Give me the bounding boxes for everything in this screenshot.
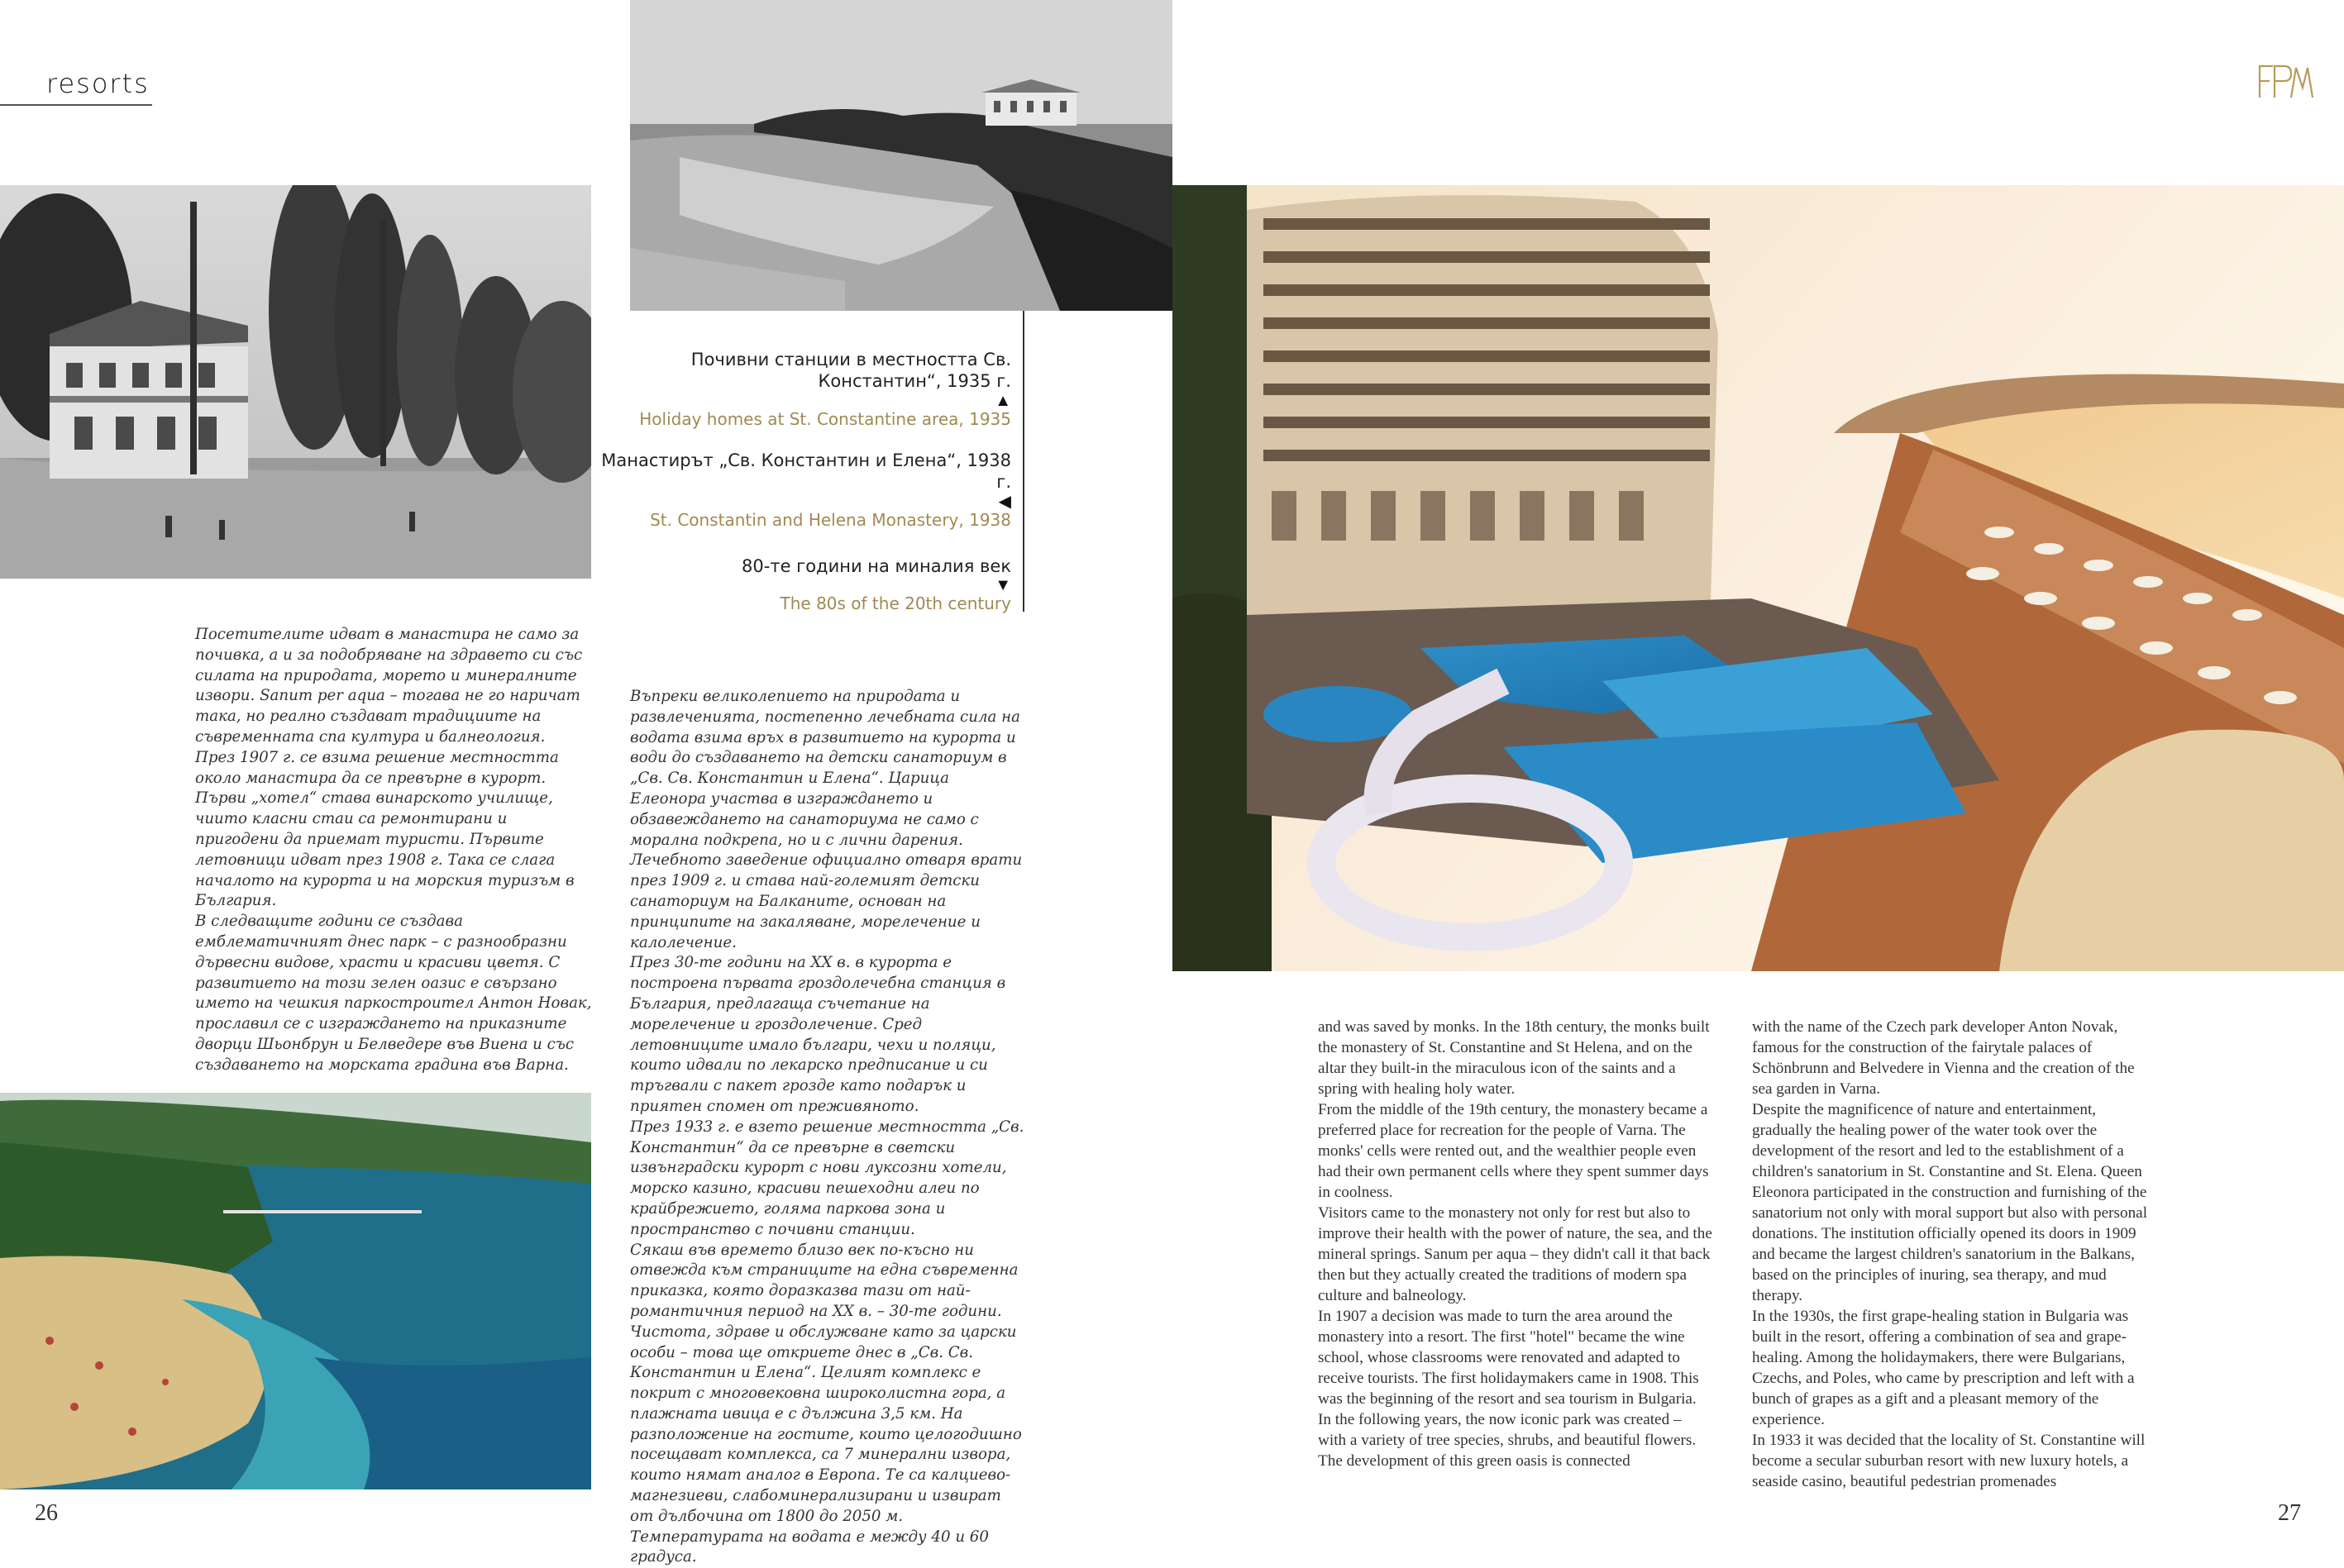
photo-beach-1980s: [0, 1093, 591, 1489]
section-label: resorts: [46, 68, 150, 99]
caption-1-bg: Почивни станции в местността Св. Константин“, 1935 г.: [690, 350, 1011, 392]
photo-holiday-homes-1935: [0, 185, 591, 579]
caption-1-en: Holiday homes at St. Constantine area, 1935: [639, 408, 1011, 429]
caption-2-en: St. Constantin and Helena Monastery, 1938: [650, 509, 1011, 530]
caption-arrow-up-icon: ▲: [995, 391, 1011, 410]
page-number-right: 27: [2278, 1500, 2301, 1526]
caption-arrow-down-icon: ▼: [995, 576, 1011, 595]
caption-1: [581, 349, 1011, 429]
section-rule: [0, 104, 152, 106]
paragraph: През 1907 г. се взима решение местността около манастира да се превърне в курорт. Първи „хотел“ става винарското училище, чиито класни стаи са ремонтирани и пригодени да приемат туристи. Първите летовници идват през 1908 г. Така се слага началото на курорта и на морския туризъм в България.: [195, 748, 575, 910]
paragraph: Сякаш във времето близо век по-късно ни отвежда към страниците на една съвременна приказка, която доразказва тази от най-романтичния период на XX в. – 30-те години.: [630, 1241, 1019, 1320]
paragraph: В следващите години се създава емблематичният днес парк – с разнообразни дървесни видове, храсти и красиви цветя. С развитието на този зелен оазис е свързано името на чешкия паркостроител Антон Новак, прославил се с изграждането на приказните дворци Шьонбрун и Белведере във Виена и със създаването на морската градина във Варна.: [195, 913, 592, 1074]
paragraph: През 30-те години на XX в. в курорта е построена първата гроздолечебна станция в България, предлагаща съчетание на морелечение и гроздолечение. Сред летовниците имало българи, чехи и поляци, които идвали по лекарско предписание и си тръгвали с пакет грозде като подарък и приятен спомен от преживяното.: [630, 954, 1006, 1115]
caption-2-bg: Манастирът „Св. Константин и Елена“, 1938 г.: [601, 450, 1011, 493]
page-number-left: 26: [35, 1500, 58, 1526]
caption-3-bg: 80-те години на миналия век: [742, 556, 1011, 576]
paragraph: Чистота, здраве и обслужване като за царски особи – това ще откриете днес в „Св. Св. Константин и Елена“. Целият комплекс е покрит с многовековна широколистна гора, а плажната ивица е с дължина 3,5 км. На разположение на гостите, които целогодишно посещават комплекса, са 7 минерални извора, които нямат аналог в Европа. Те са калциево-магнезиеви, слабоминерализирани и извират от дълбочина от 1800 до 2050 м. Температурата на водата е между 40 и 60 градуса.: [630, 1323, 1022, 1566]
paragraph: In 1933 it was decided that the locality of St. Constantine will become a secular suburban resort with new luxury hotels, a seaside casino, beautiful pedestrian promenades: [1752, 1432, 2146, 1490]
photo-hotel-sunset: [1172, 185, 2344, 971]
paragraph: Посетителите идват в манастира не само за почивка, а и за подобряване на здравето си със силата на природата, морето и минералните извори. Sanum per aqua – тогава не го наричат така, но реално създават традициите на съвременната спа култура и балнеология.: [195, 626, 583, 746]
caption-rule: [1023, 311, 1024, 612]
magazine-logo-icon: [2255, 60, 2314, 102]
column-3-en: [1318, 1017, 1713, 1471]
caption-arrow-left-icon: ◀: [998, 492, 1011, 511]
paragraph: Въпреки великолепието на природата и развлеченията, постепенно лечебната сила на водата взима връх в развитието на курорта и води до създаването на детски санаториум в „Св. Св. Константин и Елена“. Царица Елеонора участва в изграждането и обзавеждането на санаториума не само с морална подкрепа, но и с лични дарения. Лечебното заведение официално отваря врати през 1909 г. и става най-големият детски санаториум на Балканите, основан на принципите на закаляване, морелечение и калолечение.: [630, 688, 1023, 951]
caption-2: [581, 450, 1011, 530]
paragraph: In the 1930s, the first grape-healing station in Bulgaria was built in the resort, offering a combination of sea and grape-healing. Among the holidaymakers, there were Bulgarians, Czechs, and Poles, who came by prescription and left with a bunch of grapes as a gift and a pleasant memory of the experience.: [1752, 1308, 2135, 1428]
paragraph: Despite the magnificence of nature and entertainment, gradually the healing power of the water took over the development of the resort and led to the establishment of a children's sanatorium in St. Constantine and St. Elena. Queen Eleonora participated in the construction and furnishing of the sanatorium not only with moral support but also with personal donations. The institution officially opened its doors in 1909 and became the largest children's sanatorium in the Balkans, based on the principles of inuring, sea therapy, and mud therapy.: [1752, 1101, 2148, 1304]
column-1-bg: [195, 625, 592, 1076]
paragraph: with the name of the Czech park developer Anton Novak, famous for the construction of the fairytale palaces of Schönbrunn and Belvedere in Vienna and the creation of the sea garden in Varna.: [1752, 1018, 2135, 1098]
column-2-bg: [630, 687, 1025, 1568]
photo-monastery-coast-1938: [630, 0, 1172, 311]
caption-3-en: The 80s of the 20th century: [780, 593, 1011, 614]
column-4-en: [1752, 1017, 2155, 1492]
paragraph: From the middle of the 19th century, the monastery became a preferred place for recreation for the people of Varna. The monks' cells were rented out, and the wealthier people even had their own permanent cells where they spent summer days in coolness.: [1318, 1101, 1709, 1201]
paragraph: In 1907 a decision was made to turn the area around the monastery into a resort. The first "hotel" became the wine school, whose classrooms were renovated and adapted to receive tourists. The first holidaymakers came in 1908. This was the beginning of the resort and sea tourism in Bulgaria.: [1318, 1308, 1699, 1408]
paragraph: and was saved by monks. In the 18th century, the monks built the monastery of St. Constantine and St Helena, and on the altar they built-in the miraculous icon of the saints and a spring with healing holy water.: [1318, 1018, 1710, 1098]
paragraph: През 1933 г. е взето решение местността „Св. Константин“ да се превърне в светски извънградски курорт с нови луксозни хотели, морско казино, красиви пешеходни алеи по крайбрежието, голяма паркова зона и пространство с почивни станции.: [630, 1118, 1024, 1238]
paragraph: In the following years, the now iconic park was created – with a variety of tree species, shrubs, and beautiful flowers. The development of this green oasis is connected: [1318, 1411, 1697, 1470]
paragraph: Visitors came to the monastery not only for rest but also to improve their health with the power of nature, the sea, and the mineral springs. Sanum per aqua – they didn't call it that back then but they actually created the traditions of modern spa culture and balneology.: [1318, 1204, 1712, 1304]
caption-3: [581, 555, 1011, 613]
